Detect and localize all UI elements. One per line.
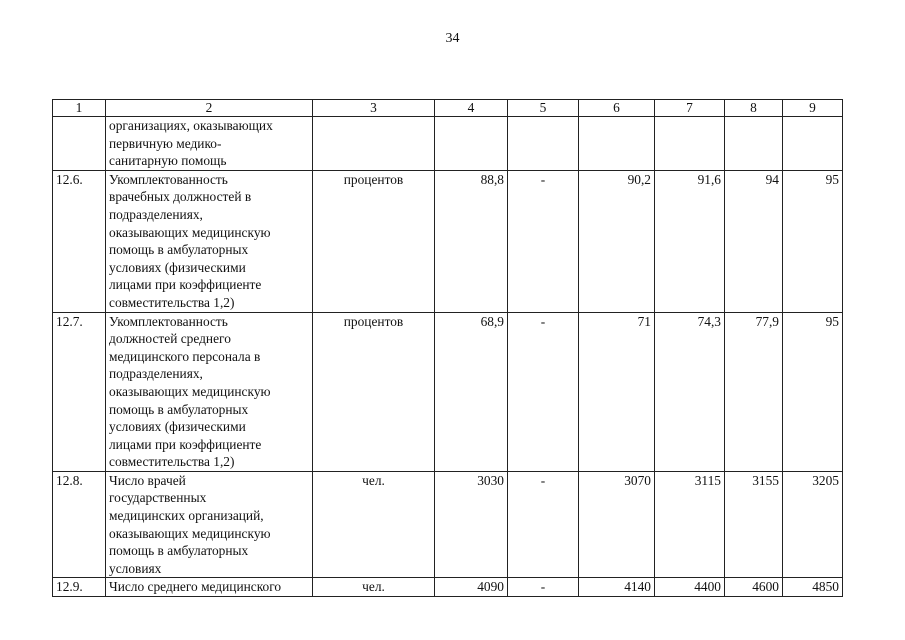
indicators-table <box>52 99 843 597</box>
value-cell: 77,9 <box>725 312 783 471</box>
value-cell: - <box>508 578 579 597</box>
unit-cell <box>313 117 435 171</box>
value-cell <box>655 117 725 171</box>
row-number-cell: 12.8. <box>53 471 106 578</box>
value-cell: 94 <box>725 170 783 312</box>
name-line: медицинских организаций, <box>109 508 264 524</box>
name-line: медицинского персонала в <box>109 348 261 364</box>
name-line: лицами при коэффициенте <box>109 436 262 452</box>
name-line: подразделениях, <box>109 206 203 222</box>
value-cell: 4600 <box>725 578 783 597</box>
name-line: оказывающих медицинскую <box>109 525 271 541</box>
row-number-cell <box>53 117 106 171</box>
page-number: 34 <box>445 31 460 46</box>
name-line: государственных <box>109 490 207 506</box>
value-cell: 74,3 <box>655 312 725 471</box>
name-line: условиях (физическими <box>109 419 246 435</box>
value-cell: 90,2 <box>579 170 655 312</box>
table-row <box>53 578 843 597</box>
name-line: совместительства 1,2) <box>109 454 235 470</box>
value-cell <box>579 117 655 171</box>
value-cell: - <box>508 312 579 471</box>
name-line: организациях, оказывающих <box>109 118 273 133</box>
value-cell: 4140 <box>579 578 655 597</box>
row-number-cell: 12.9. <box>53 578 106 597</box>
column-header: 4 <box>435 100 508 117</box>
name-line: помощь в амбулаторных <box>109 401 249 417</box>
name-line: санитарную помощь <box>109 153 227 169</box>
value-cell <box>783 117 843 171</box>
value-cell: 4090 <box>435 578 508 597</box>
column-header: 5 <box>508 100 579 117</box>
column-header: 2 <box>106 100 313 117</box>
value-cell <box>435 117 508 171</box>
indicator-name-cell <box>106 312 313 471</box>
name-line: помощь в амбулаторных <box>109 242 249 258</box>
unit-cell: процентов <box>313 170 435 312</box>
indicator-name-cell <box>106 578 313 597</box>
column-header: 9 <box>783 100 843 117</box>
value-cell: - <box>508 471 579 578</box>
row-number-cell: 12.6. <box>53 170 106 312</box>
name-line: оказывающих медицинскую <box>109 224 271 240</box>
column-header: 6 <box>579 100 655 117</box>
value-cell: 4400 <box>655 578 725 597</box>
value-cell: - <box>508 170 579 312</box>
value-cell: 68,9 <box>435 312 508 471</box>
name-line: подразделениях, <box>109 366 203 382</box>
indicator-name-cell <box>106 471 313 578</box>
name-line: Число среднего медицинского <box>109 579 282 595</box>
indicator-name-cell <box>106 170 313 312</box>
table-row <box>53 471 843 578</box>
column-header: 3 <box>313 100 435 117</box>
name-line: Укомплектованность <box>109 171 228 187</box>
table-header-row <box>53 100 843 117</box>
value-cell: 95 <box>783 312 843 471</box>
value-cell <box>725 117 783 171</box>
continuation-row <box>53 117 843 171</box>
value-cell: 88,8 <box>435 170 508 312</box>
unit-cell: процентов <box>313 312 435 471</box>
name-line: Укомплектованность <box>109 313 228 329</box>
column-header: 1 <box>53 100 106 117</box>
column-header: 8 <box>725 100 783 117</box>
value-cell: 3070 <box>579 471 655 578</box>
value-cell <box>508 117 579 171</box>
unit-cell: чел. <box>313 471 435 578</box>
value-cell: 4850 <box>783 578 843 597</box>
name-line: врачебных должностей в <box>109 189 252 205</box>
row-number-cell: 12.7. <box>53 312 106 471</box>
table-row <box>53 312 843 471</box>
name-line: лицами при коэффициенте <box>109 277 262 293</box>
value-cell: 91,6 <box>655 170 725 312</box>
name-line: оказывающих медицинскую <box>109 383 271 399</box>
name-line: помощь в амбулаторных <box>109 543 249 559</box>
name-line: Число врачей <box>109 472 186 488</box>
name-line: должностей среднего <box>109 331 231 347</box>
value-cell: 3205 <box>783 471 843 578</box>
name-line: условиях <box>109 560 162 576</box>
column-header: 7 <box>655 100 725 117</box>
value-cell: 3155 <box>725 471 783 578</box>
value-cell: 71 <box>579 312 655 471</box>
name-line: первичную медико- <box>109 135 222 151</box>
unit-cell: чел. <box>313 578 435 597</box>
name-line: совместительства 1,2) <box>109 294 235 310</box>
value-cell: 3030 <box>435 471 508 578</box>
value-cell: 95 <box>783 170 843 312</box>
table-row <box>53 170 843 312</box>
name-line: условиях (физическими <box>109 259 246 275</box>
value-cell: 3115 <box>655 471 725 578</box>
indicator-name-cell <box>106 117 313 171</box>
